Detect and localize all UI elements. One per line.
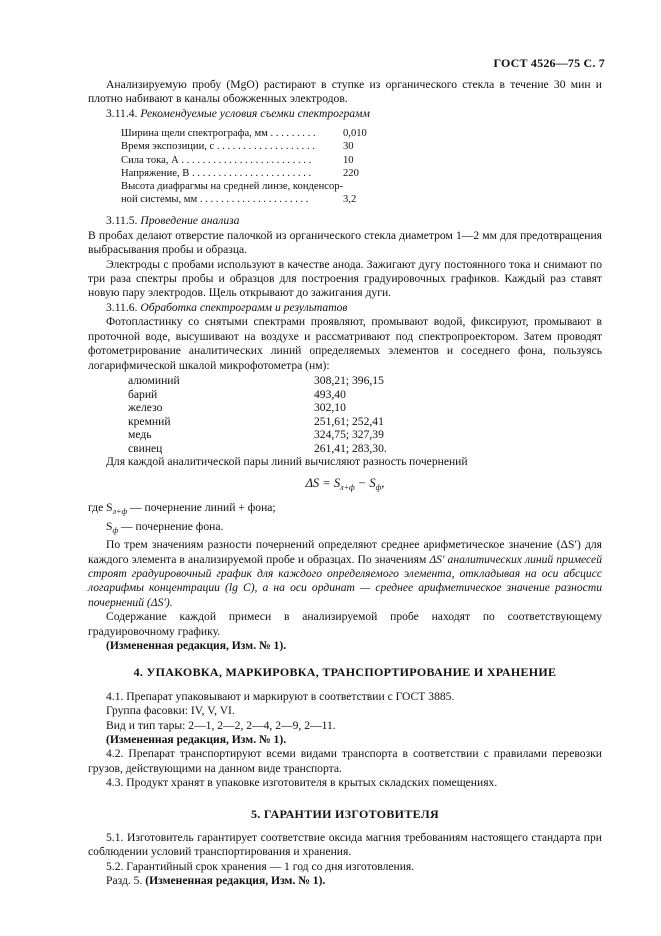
- table-row: кремний 251,61; 252,41: [128, 414, 384, 428]
- section-5-title: 5. ГАРАНТИИ ИЗГОТОВИТЕЛЯ: [251, 806, 439, 821]
- paragraph-difference: Для каждой аналитической пары линий вычисляют разность почернений: [106, 455, 468, 469]
- paragraph-4-1: 4.1. Препарат упаковывают и маркируют в соответствии с ГОСТ 3885.: [106, 689, 455, 703]
- param-row: Ширина щели спектрографа, мм . . . . . . . . . 0,010: [121, 128, 367, 140]
- param-row: Время экспозиции, с . . . . . . . . . . . . . . . . . . . 30: [121, 141, 354, 153]
- table-row: барий 493,40: [128, 387, 346, 401]
- paragraph-content: Содержание каждой примеси в анализируемой пробе находят по соответствующему градуировочному графику.: [88, 610, 602, 638]
- param-row: Высота диафрагмы на средней линзе, конденсор-: [121, 181, 343, 193]
- paragraph-5-2: 5.2. Гарантийный срок хранения — 1 год со дня изготовления.: [106, 859, 415, 873]
- paragraph-5-1: 5.1. Изготовитель гарантирует соответствие оксида магния требованиям настоящего стандарта при соблюдении условий транспортирования и хранения.: [88, 831, 602, 859]
- density-difference-formula: $\Delta S = S_{л+ф} - S_ф$,: [305, 475, 385, 492]
- param-row: Сила тока, А . . . . . . . . . . . . . . . . . . . . . . . . . 10: [121, 154, 354, 166]
- paragraph-4-3: 4.3. Продукт хранят в упаковке изготовителя в крытых складских помещениях.: [106, 776, 498, 790]
- paragraph-4-2: 4.2. Препарат транспортируют всеми видами транспорта в соответствии с правилами перевозки грузов, действующими на данном виде транспорта.: [88, 747, 602, 775]
- wavelength-table: [128, 374, 602, 456]
- table-row: алюминий 308,21; 396,15: [128, 373, 384, 387]
- section-3-11-5-heading: 3.11.5. Проведение анализа: [106, 214, 240, 228]
- section-3-11-4-heading: 3.11.4. Рекомендуемые условия съемки спектрограмм: [106, 106, 370, 120]
- paragraph-sample-prep: Анализируемую пробу (MgO) растирают в ступке из органического стекла в течение 30 мин и плотно набивают в каналы обожженных электродов.: [88, 78, 602, 106]
- shooting-parameters: [121, 127, 602, 206]
- definition-line-plus-background: где $S_{л+ф}$ — почернение линий + фона;: [88, 501, 276, 517]
- paragraph-electrodes: Электроды с пробами используют в качестве анода. Зажигают дугу постоянного тока и снимают по три раза спектры пробы и образцов для построения градуировочных графиков. Каждый раз ставят новую пару электродов. Щель открывают до зажигания дуги.: [88, 257, 602, 300]
- container-type: Вид и тип тары: 2—1, 2—2, 2—4, 2—9, 2—11.: [106, 718, 336, 732]
- section-3-11-6-heading: 3.11.6. Обработка спектрограмм и результатов: [106, 300, 348, 314]
- section-5-amendment: Разд. 5. (Измененная редакция, Изм. № 1).: [106, 874, 326, 888]
- amendment-note: (Измененная редакция, Изм. № 1).: [106, 638, 287, 652]
- packing-group: Группа фасовки: IV, V, VI.: [106, 704, 235, 718]
- page-content: [88, 78, 602, 889]
- param-row: Напряжение, В . . . . . . . . . . . . . . . . . . . . . . . 220: [121, 167, 359, 179]
- page-header: ГОСТ 4526—75 С. 7: [493, 56, 605, 70]
- paragraph-calibration: По трем значениям разности почернений определяют среднее арифметическое значение (ΔS′) для каждого элемента в анализируемой пробе и образцах. По значениям ΔS′ аналитических линий примесей строят градуировочный график для каждого определяемого элемента, откладывая на оси абсцисс логарифмы концентрации (lg C), а на оси ординат — среднее арифметическое значение разности почернений (ΔS′).: [88, 538, 602, 609]
- section-4-title: 4. УПАКОВКА, МАРКИРОВКА, ТРАНСПОРТИРОВАНИЕ И ХРАНЕНИЕ: [133, 665, 557, 680]
- definition-background: $S_ф$ — почернение фона.: [106, 519, 224, 535]
- table-row: медь 324,75; 327,39: [128, 428, 384, 442]
- paragraph-photometry: Фотопластинку со снятыми спектрами проявляют, промывают водой, фиксируют, промывают в проточной воде, высушивают на воздухе и рассматривают под спектропроектором. Затем проводят фотометрирование аналитических линий определяемых элементов и соседнего фона, пользуясь логарифмической шкалой микрофотометра (нм):: [88, 315, 602, 372]
- table-row: свинец 261,41; 283,30.: [128, 441, 387, 455]
- param-row: ной системы, мм . . . . . . . . . . . . . . . . . . . . . 3,2: [121, 194, 357, 206]
- amendment-note: (Измененная редакция, Изм. № 1).: [106, 732, 287, 746]
- paragraph-holes: В пробах делают отверстие палочкой из органического стекла диаметром 1—2 мм для предотвращения выбрасывания пробы и образца.: [88, 228, 602, 257]
- table-row: железо 302,10: [128, 401, 346, 415]
